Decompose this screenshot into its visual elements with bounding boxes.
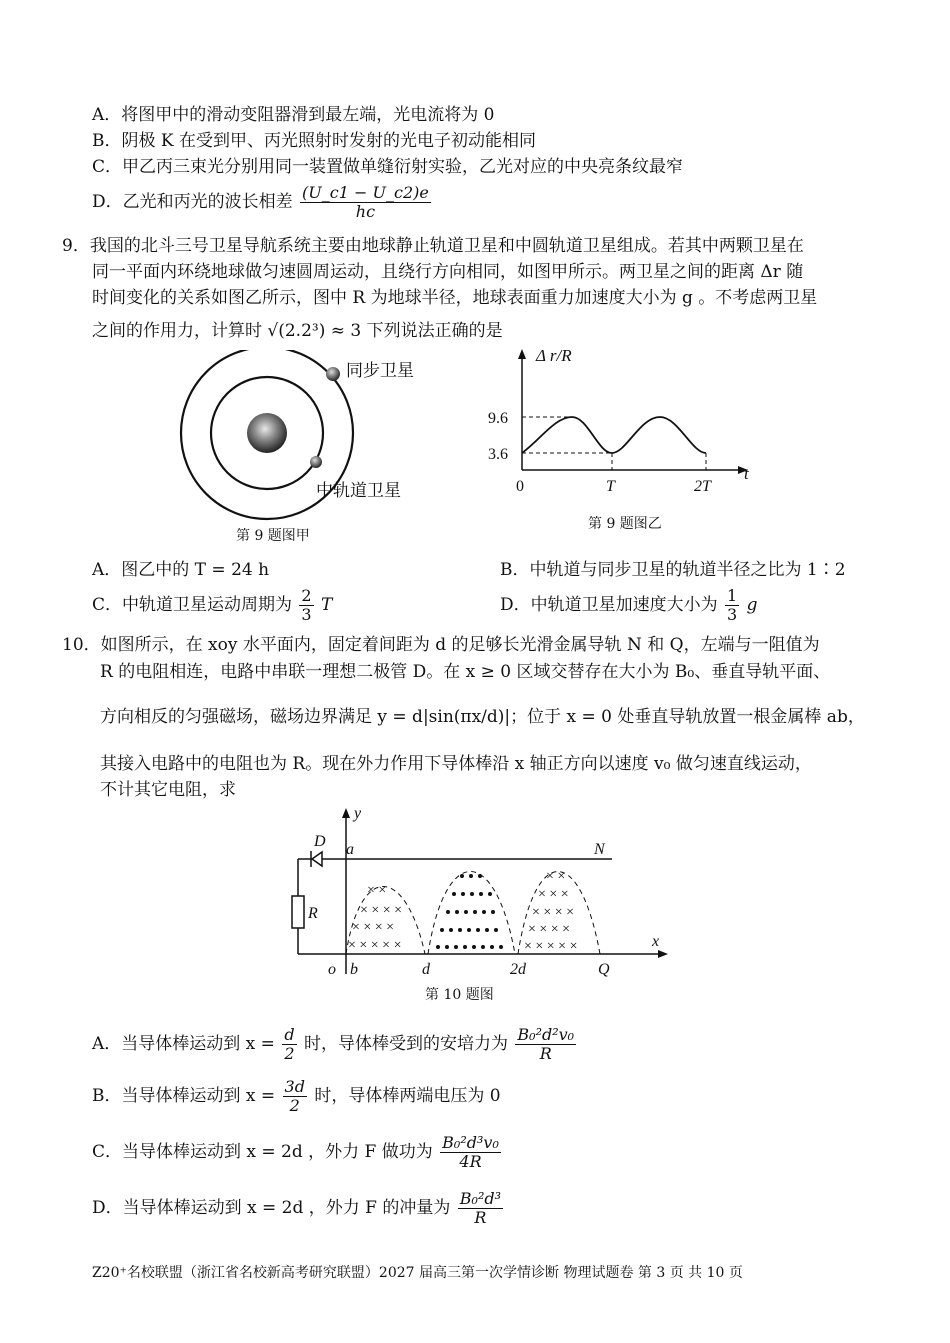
label-2d: 2d (510, 961, 526, 978)
q9-option-d-fraction (725, 587, 739, 624)
meo-satellite-icon (310, 456, 322, 468)
fraction-numerator: 3d (284, 1077, 305, 1096)
tick-2T: 2T (694, 478, 711, 495)
diode-D (311, 851, 322, 867)
tick-9.6: 9.6 (488, 410, 508, 427)
fraction-denominator: 2 (289, 1096, 300, 1115)
q9-stem-line2: 同一平面内环绕地球做匀速圆周运动，且绕行方向相同，如图甲所示。两卫星之间的距离 Δr 随 (92, 262, 804, 282)
q9-figure-orbits (170, 350, 430, 530)
fraction-numerator: B₀²d³v₀ (442, 1133, 499, 1152)
fraction-denominator: 3 (301, 605, 312, 624)
label-x: x (652, 933, 660, 950)
q10-figure (280, 804, 680, 984)
svg-text:× × × × ×: × × × × × (524, 939, 578, 954)
fraction-denominator: hc (355, 202, 376, 221)
q10-stem-line4: 其接入电路中的电阻也为 R。现在外力作用下导体棒沿 x 轴正方向以速度 v₀ 做匀速直线运动， (100, 754, 812, 774)
fraction-denominator: R (474, 1208, 487, 1227)
q9-stem-line3: 时间变化的关系如图乙所示，图中 R 为地球半径，地球表面重力加速度大小为 g 。不考虑两卫星 (92, 288, 818, 308)
q10-option-b-text: B．当导体棒运动到 x = (92, 1086, 276, 1106)
q10-option-d (92, 1186, 505, 1230)
svg-text:× × × ×: × × × × (360, 903, 403, 918)
label-R: R (308, 905, 318, 922)
q9-option-d-suffix: g (746, 595, 758, 615)
q9-option-d (500, 585, 758, 625)
q9-figure-a-caption: 第 9 题图甲 (236, 528, 310, 544)
q9-option-c (92, 585, 332, 625)
q9-figure-graph (480, 345, 760, 505)
fraction-numerator: B₀²d³ (459, 1189, 502, 1208)
svg-text:× × × ×: × × × × (528, 922, 571, 937)
geo-satellite-icon (326, 367, 340, 381)
q10-stem-line2: R 的电阻相连，电路中串联一理想二极管 D。在 x ≥ 0 区域交替存在大小为 B₀、垂直导轨平面、 (100, 662, 831, 682)
label-b: b (350, 961, 358, 978)
q10-option-c-fraction (440, 1134, 501, 1171)
field-into-page-region-3 (524, 869, 577, 954)
fraction-denominator: 4R (459, 1152, 482, 1171)
q10-option-a-x-fraction (282, 1026, 296, 1063)
fraction-denominator: 3 (727, 605, 738, 624)
graph-x-label: t (744, 464, 749, 483)
label-d: d (422, 961, 430, 978)
q10-option-c (92, 1130, 503, 1174)
q9-option-c-suffix: T (321, 595, 333, 615)
tick-T: T (606, 478, 615, 495)
q9-option-c-text: C．中轨道卫星运动周期为 (92, 595, 293, 615)
label-geo-satellite: 同步卫星 (346, 361, 414, 380)
field-out-of-page-region-2 (436, 874, 503, 949)
label-o: o (328, 961, 336, 978)
svg-text:× × × ×: × × × × (352, 920, 395, 935)
q8-option-b: B．阴极 K 在受到甲、丙光照射时发射的光电子初动能相同 (92, 131, 536, 151)
q8-option-c: C．甲乙丙三束光分别用同一装置做单缝衍射实验，乙光对应的中央亮条纹最窄 (92, 157, 684, 177)
label-D: D (314, 833, 326, 850)
tick-3.6: 3.6 (488, 446, 508, 463)
field-into-page-region-1 (348, 883, 402, 953)
svg-text:× ×: × × (367, 883, 387, 898)
q10-option-d-text: D．当导体棒运动到 x = 2d ，外力 F 的冲量为 (92, 1198, 451, 1218)
graph-y-label: Δ r/R (536, 346, 572, 365)
q10-option-a-fraction (515, 1026, 576, 1063)
field-boundary-2 (428, 872, 515, 955)
q9-figure-b-caption: 第 9 题图乙 (588, 516, 662, 532)
earth-icon (247, 413, 287, 453)
fraction-denominator: 2 (284, 1044, 295, 1063)
q10-figure-caption: 第 10 题图 (425, 987, 494, 1003)
q10-option-d-fraction (458, 1190, 503, 1227)
fraction-numerator: B₀²d²v₀ (517, 1025, 575, 1044)
q9-option-a: A．图乙中的 T = 24 h (92, 560, 270, 580)
q8-option-d-text: D．乙光和丙光的波长相差 (92, 192, 293, 212)
q10-option-b-x-fraction (283, 1078, 307, 1115)
svg-text:× × × × ×: × × × × × (348, 938, 402, 953)
fraction-numerator: 2 (301, 586, 312, 605)
svg-text:× × × ×: × × × × (532, 905, 575, 920)
q9-option-c-fraction (299, 587, 313, 624)
q10-option-a (92, 1022, 578, 1066)
q10-option-a-mid: 时，导体棒受到的安培力为 (303, 1034, 508, 1054)
label-N: N (594, 841, 605, 858)
q10-option-a-text: A．当导体棒运动到 x = (92, 1034, 275, 1054)
fraction-numerator: d (284, 1025, 295, 1044)
q10-stem-line5: 不计其它电阻，求 (100, 780, 236, 800)
q8-option-d (92, 182, 433, 222)
q9-stem-line1: 9．我国的北斗三号卫星导航系统主要由地球静止轨道卫星和中圆轨道卫星组成。若其中两颗卫星在 (62, 236, 804, 256)
q9-option-d-text: D．中轨道卫星加速度大小为 (500, 595, 718, 615)
fraction-denominator: R (539, 1044, 552, 1063)
tick-0: 0 (516, 478, 524, 495)
label-a: a (346, 841, 354, 858)
q9-stem-line4: 之间的作用力，计算时 √(2.2³) ≈ 3 下列说法正确的是 (92, 321, 503, 341)
label-meo-satellite: 中轨道卫星 (316, 481, 401, 500)
q8-option-d-fraction (300, 184, 431, 221)
q10-stem-line3: 方向相反的匀强磁场，磁场边界满足 y = d|sin(πx/d)|；位于 x = 0 处垂直导轨放置一根金属棒 ab， (100, 707, 865, 727)
q10-option-b-mid: 时，导体棒两端电压为 0 (314, 1086, 501, 1106)
fraction-numerator: (U_c1 − U_c2)e (302, 183, 429, 202)
q10-stem-line1: 10．如图所示，在 xoy 水平面内，固定着间距为 d 的足够长光滑金属导轨 N 和 Q，左端与一阻值为 (62, 635, 820, 655)
resistor-R (292, 896, 304, 928)
q10-option-c-text: C．当导体棒运动到 x = 2d ，外力 F 做功为 (92, 1142, 433, 1162)
distance-curve (522, 417, 706, 453)
page-footer: Z20⁺名校联盟（浙江省名校新高考研究联盟）2027 届高三第一次学情诊断 物理试题卷 第 3 页 共 10 页 (92, 1265, 743, 1281)
svg-text:× ×: × × (546, 869, 566, 884)
svg-text:× × ×: × × × (538, 887, 569, 902)
q9-option-b: B．中轨道与同步卫星的轨道半径之比为 1∶2 (500, 560, 846, 580)
q8-option-a: A．将图甲中的滑动变阻器滑到最左端，光电流将为 0 (92, 105, 495, 125)
fraction-numerator: 1 (727, 586, 738, 605)
label-Q: Q (598, 961, 610, 978)
q10-option-b (92, 1074, 501, 1118)
label-y: y (354, 805, 362, 822)
